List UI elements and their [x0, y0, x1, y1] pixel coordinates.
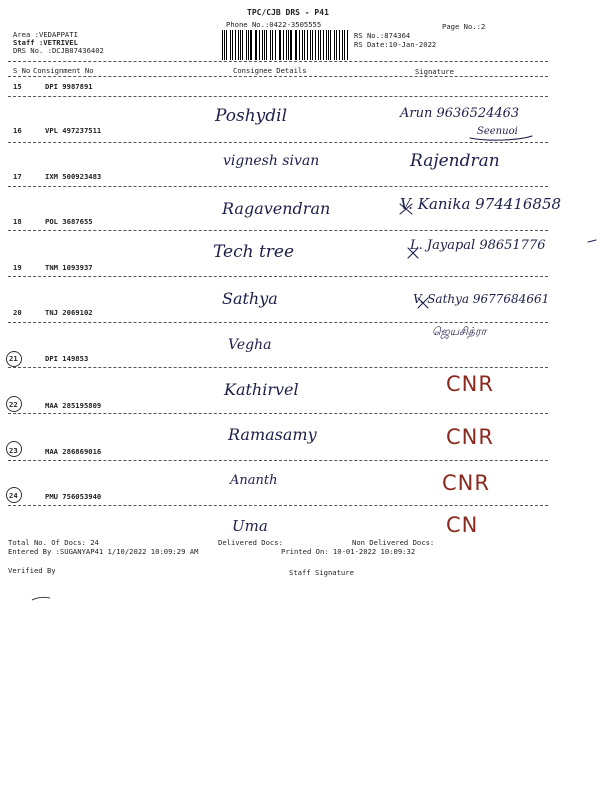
row-consignee-handwritten: Kathirvel: [224, 380, 299, 399]
row-signature-handwritten: V. Sathya 9677684661: [413, 292, 550, 306]
row-signature-handwritten: Arun 9636524463: [400, 106, 520, 121]
barcode-bar: [334, 30, 335, 60]
barcode-bar: [275, 30, 276, 60]
row-consignment: POL 3687655: [45, 217, 93, 226]
staff-signature: Staff Signature: [289, 568, 354, 577]
non-delivered-docs: Non Delivered Docs:: [352, 538, 435, 547]
row-sno: 23: [9, 446, 18, 455]
row-sno: 15: [13, 82, 22, 91]
row-consignment: VPL 497237511: [45, 126, 102, 135]
barcode-bar: [326, 30, 327, 60]
row-consignee-handwritten: Vegha: [228, 337, 272, 353]
row-consignee-handwritten: Tech tree: [213, 242, 295, 262]
row-sno: 16: [13, 126, 22, 135]
column-header-consignee: Consignee Details: [233, 66, 307, 75]
row-signature-cnr: CNR: [446, 425, 494, 449]
page-number: Page No.:2: [442, 22, 486, 31]
row-rule: [8, 230, 548, 231]
printed-on: Printed On: 10-01-2022 10:09:32: [281, 547, 416, 556]
drs-number: DRS No. :DCJB87436402: [13, 46, 104, 55]
verified-by: Verified By: [8, 566, 56, 575]
phone-number: Phone No.:0422-3505555: [226, 20, 322, 29]
column-header-consignment: Consignment No: [33, 66, 94, 75]
barcode-bar: [344, 30, 345, 60]
barcode-bar: [259, 30, 260, 60]
row-rule: [8, 186, 548, 187]
barcode-bar: [318, 30, 319, 60]
row-signature-cnr: CNR: [442, 471, 490, 495]
barcode-bar: [272, 30, 273, 60]
row-rule: [8, 413, 548, 414]
total-docs: Total No. Of Docs: 24: [8, 538, 99, 547]
signature-tail: [588, 240, 596, 242]
row-consignee-handwritten: Ragavendran: [222, 199, 331, 218]
barcode-bar: [242, 30, 243, 60]
row-rule: [8, 142, 548, 143]
row-consignment: IXM 500923483: [45, 172, 102, 181]
row-rule: [8, 96, 548, 97]
row-signature-cnr: CNR: [446, 372, 494, 396]
row-sno: 24: [9, 491, 18, 500]
delivered-docs: Delivered Docs:: [218, 538, 283, 547]
row-consignment: TNM 1093937: [45, 263, 93, 272]
row-rule: [8, 460, 548, 461]
barcode-bar: [232, 30, 233, 60]
row-signature-cnr: CN: [446, 513, 479, 537]
row-consignment: MAA 285195809: [45, 401, 102, 410]
row-rule: [8, 505, 548, 506]
row-signature-extra: ஜெயசித்ரா: [432, 325, 487, 338]
barcode: [222, 30, 350, 60]
row-signature-extra: Seenuoi: [477, 126, 518, 137]
barcode-bar: [250, 30, 251, 60]
row-consignee-handwritten: Ramasamy: [228, 425, 317, 444]
row-consignee-handwritten: Ananth: [230, 473, 278, 488]
row-sno: 17: [13, 172, 22, 181]
column-header-sno: S No: [13, 66, 31, 75]
rs-date: RS Date:10-Jan-2022: [354, 40, 437, 49]
area-label: Area :VEDAPPATI: [13, 30, 78, 39]
row-consignment: DPI 9987891: [45, 82, 93, 91]
row-consignment: TNJ 2069102: [45, 308, 93, 317]
barcode-bar: [302, 30, 303, 60]
row-consignee-handwritten: Uma: [232, 517, 268, 535]
header-rule-top: [8, 61, 548, 62]
rs-number: RS No.:874364: [354, 31, 411, 40]
row-rule: [8, 276, 548, 277]
barcode-bar: [222, 30, 223, 60]
entered-by: Entered By :SUGANYAP41 1/10/2022 10:09:29 AM: [8, 547, 199, 556]
row-consignee-handwritten: Poshydil: [215, 106, 288, 126]
row-rule: [8, 322, 548, 323]
barcode-bar: [230, 30, 231, 60]
barcode-bar: [299, 30, 300, 60]
row-consignment: MAA 286869016: [45, 447, 102, 456]
barcode-bar: [312, 30, 313, 60]
row-consignment: DPI 149853: [45, 354, 89, 363]
barcode-bar: [246, 30, 247, 60]
header-rule-bottom: [8, 76, 548, 77]
row-signature-handwritten: V. Kanika 974416858: [400, 195, 562, 213]
barcode-bar: [336, 30, 337, 60]
row-signature-handwritten: Rajendran: [410, 151, 500, 171]
row-sno: 18: [13, 217, 22, 226]
document-title: TPC/CJB DRS - P41: [247, 8, 329, 17]
row-rule: [8, 367, 548, 368]
staff-label: Staff :VETRIVEL: [13, 38, 78, 47]
row-signature-handwritten: L. Jayapal 98651776: [410, 238, 546, 253]
row-consignee-handwritten: Sathya: [222, 289, 278, 308]
row-sno: 19: [13, 263, 22, 272]
row-sno: 20: [13, 308, 22, 317]
row-consignment: PMU 756053940: [45, 492, 102, 501]
barcode-bar: [286, 30, 287, 60]
row-consignee-handwritten: vignesh sivan: [223, 153, 320, 169]
row-sno: 22: [9, 400, 18, 409]
stray-pen-mark: [32, 597, 50, 600]
row-sno: 21: [9, 354, 18, 363]
barcode-bar: [266, 30, 267, 60]
barcode-bar: [290, 30, 291, 60]
column-header-signature: Signature: [415, 67, 454, 76]
